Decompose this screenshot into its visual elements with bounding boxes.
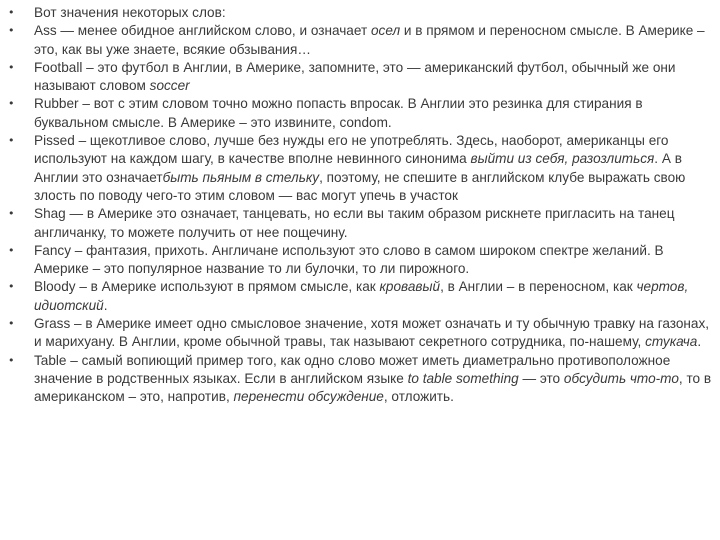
text-run: Table – самый вопиющий пример того, как одно слово может иметь диаметрально противоположное значение в родственных языках. Если в английском языке <box>34 352 671 386</box>
list-item <box>8 132 712 205</box>
list-item-text <box>34 279 688 312</box>
text-run: — это <box>518 370 564 386</box>
text-run: . <box>697 334 702 350</box>
list-item-text <box>34 353 711 405</box>
italic-text-run: быть пьяным в стельку <box>162 169 320 185</box>
bullet-icon: • <box>8 97 15 111</box>
italic-text-run: чертов, идиотский <box>34 279 689 313</box>
list-item <box>8 95 712 132</box>
list-item-text <box>34 206 675 239</box>
text-run: . А в Англии это означает <box>34 151 682 185</box>
list-item <box>8 59 712 96</box>
text-run: Bloody – в Америке используют в прямом смысле, как <box>34 279 380 295</box>
italic-text-run: обсудить что-то <box>563 370 679 386</box>
list-item-text <box>34 60 676 93</box>
list-item <box>8 278 712 315</box>
bullet-icon: • <box>8 317 15 331</box>
text-run: Rubber – вот с этим словом точно можно попасть впросак. В Англии это резинка для стирания в буквальном смысле. В Америке – это извините, condom. <box>34 96 643 130</box>
italic-text-run: перенести обсуждение <box>233 389 384 405</box>
list-item-text <box>34 96 643 129</box>
bullet-icon: • <box>8 134 15 148</box>
list-item-text <box>34 316 709 349</box>
text-run: Вот значения некоторых слов: <box>34 5 226 20</box>
list-item-text <box>34 5 226 20</box>
text-run: Fancy – фантазия, прихоть. Англичане используют это слово в самом широком спектре желаний. В Америке – это популярное название то ли булочки, то ли пирожного. <box>34 242 664 277</box>
text-run: , то в американском – это, напротив, <box>34 370 712 405</box>
bullet-list <box>8 4 712 407</box>
list-item <box>8 205 712 242</box>
list-item-text <box>34 133 685 203</box>
list-item <box>8 242 712 279</box>
list-item-text <box>34 243 664 276</box>
bullet-icon: • <box>8 280 15 294</box>
bullet-icon: • <box>8 6 15 19</box>
bullet-icon: • <box>8 243 15 257</box>
italic-text-run: to table something <box>407 370 519 386</box>
list-item <box>8 352 712 407</box>
bullet-icon: • <box>8 60 15 74</box>
italic-text-run: осел <box>370 23 401 39</box>
bullet-icon: • <box>8 24 15 38</box>
bullet-icon: • <box>8 353 15 367</box>
bullet-icon: • <box>8 207 15 221</box>
list-item <box>8 22 712 59</box>
text-run: , поэтому, не спешите в английском клубе выражать свою злость по поводу чего-то этим словом — вас могут упечь в участок <box>34 169 686 203</box>
text-run: Football – это футбол в Англии, в Америке, запомните, это — американский футбол, обычный же они называют словом <box>34 59 676 94</box>
text-run: , отложить. <box>383 389 454 405</box>
text-run: Shag — в Америке это означает, танцевать, но если вы таким образом рискнете пригласить на танец англичанку, то можете получить от нее пощечину. <box>34 206 675 240</box>
list-item <box>8 315 712 352</box>
list-item <box>8 4 712 22</box>
italic-text-run: soccer <box>149 78 190 94</box>
text-run: Ass — менее обидное английском слово, и означает <box>34 23 371 39</box>
italic-text-run: стукача <box>645 334 698 350</box>
text-run: и в прямом и переносном смысле. В Америке – это, как вы уже знаете, всякие обзывания… <box>34 23 705 57</box>
italic-text-run: кровавый <box>379 279 441 295</box>
text-run: . <box>103 297 108 313</box>
text-run: Pissed – щекотливое слово, лучше без нужды его не употреблять. Здесь, наоборот, американцы его используют на каждом шагу, в качестве вполне невинного синонима <box>34 133 669 167</box>
list-item-text <box>34 23 705 56</box>
text-run: Grass – в Америке имеет одно смысловое значение, хотя может означать и ту обычную травку на газонах, и марихуану. В Англии, кроме обычной травы, так называют секретного сотрудника, по-нашему, <box>34 316 710 350</box>
text-run: , в Англии – в переносном, как <box>440 279 637 295</box>
italic-text-run: выйти из себя, разозлиться <box>470 151 655 167</box>
